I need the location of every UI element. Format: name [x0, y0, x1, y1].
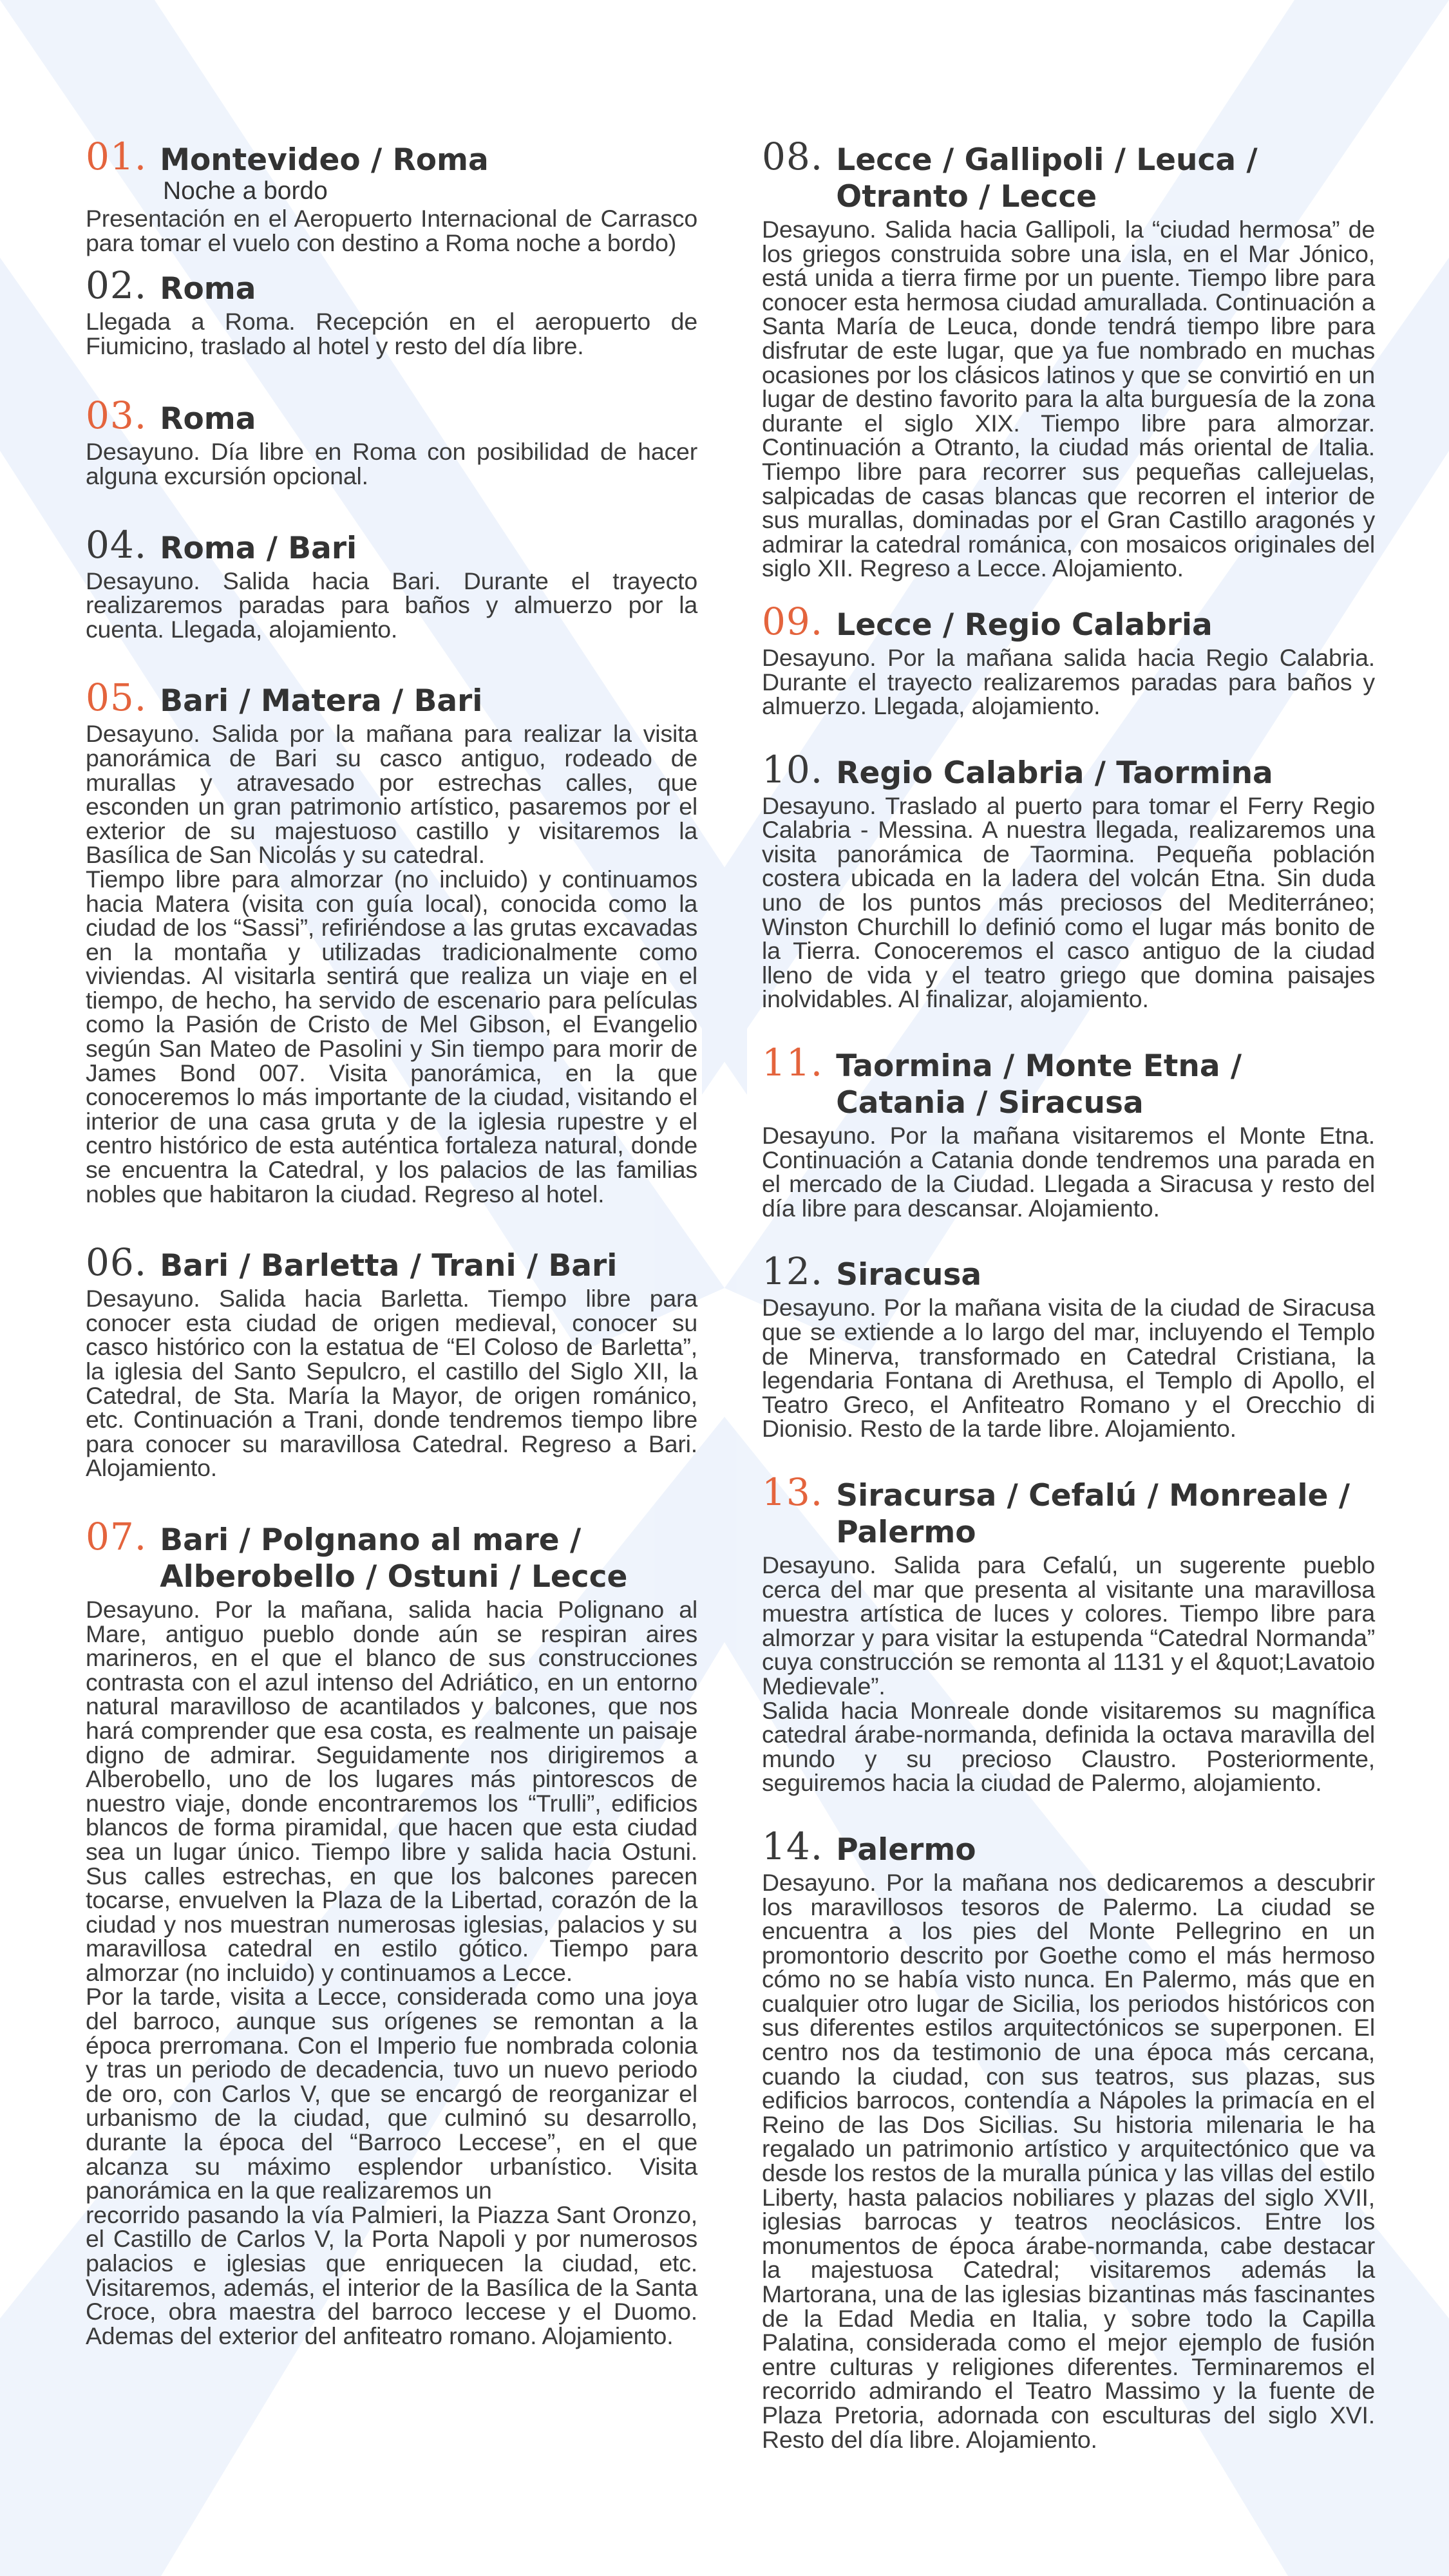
day-11 [762, 1041, 1375, 1220]
day-description [86, 207, 697, 255]
day-paragraph: Desayuno. Por la mañana salida hacia Regio Calabria. Durante el trayecto realizaremos paradas para baños y almuerzo. Llegada, alojamiento. [762, 643, 1375, 720]
day-10 [762, 748, 1375, 1012]
day-title: Palermo [836, 1832, 976, 1868]
day-paragraph: Desayuno. Traslado al puerto para tomar el Ferry Regio Calabria - Messina. A nuestra llegada, realizaremos una visita panorámica de Taormina. Pequeña población costera ubicada en la ladera del volcán Etna. Sin duda uno de los puntos más preciosos del Mediterráneo; Winston Churchill lo definió como el lugar más bonito de la Tierra. Conoceremos el casco antiguo de la ciudad lleno de vida y el teatro griego que domina paisajes inolvidables. Al finalizar, alojamiento. [762, 791, 1375, 1013]
day-header [86, 264, 697, 307]
day-paragraph: recorrido pasando la vía Palmieri, la Piazza Sant Oronzo, el Castillo de Carlos V, la Porta Napoli y por numerosos palacios e iglesias que enriquecen la ciudad, etc. Visitaremos, además, el interior de la Basílica de la Santa Croce, obra maestra del barroco leccese y el Duomo. Ademas del exterior del anfiteatro romano. Alojamiento. [86, 2201, 697, 2349]
day-number: 10. [762, 747, 824, 791]
day-14 [762, 1825, 1375, 2452]
day-header [762, 1041, 1375, 1121]
day-header [86, 676, 697, 719]
day-description [762, 1296, 1375, 1441]
day-title: Bari / Barletta / Trani / Bari [160, 1248, 618, 1284]
day-title: Roma [160, 271, 256, 307]
day-13 [762, 1471, 1375, 1795]
day-header [762, 1471, 1375, 1551]
day-description [762, 218, 1375, 581]
day-number: 01. [86, 135, 147, 178]
day-number: 13. [762, 1470, 824, 1514]
day-title: Lecce / Gallipoli / Leuca / Otranto / Lecce [836, 142, 1258, 214]
day-number: 02. [86, 263, 147, 308]
day-paragraph: Desayuno. Por la mañana nos dedicaremos a descubrir los maravillosos tesoros de Palermo. La ciudad se encuentra a los pies del Monte Pellegrino en un promontorio descrito por Goethe como el más hermoso cómo no se había visto nunca. En Palermo, más que en cualquier otro lugar de Sicilia, los periodos históricos con sus diferentes estilos arquitectónicos se superponen. El centro nos da testimonio de una época más cercana, cuando la ciudad, con sus teatros, sus plazas, sus edificios barrocos, contendía a Nápoles la primacía en el Reino de las Dos Sicilias. Su historia milenaria le ha regalado un patrimonio artístico y arquitectónico que va desde los restos de la muralla púnica y las villas del estilo Liberty, hasta palacios nobiliares y plazas del siglo XVII, iglesias barrocas y teatros neoclásicos. Entre los monumentos de época árabe-normanda, cabe destacar la majestuosa Catedral; visitaremos además la Martorana, una de las iglesias bizantinas más fascinantes de la Edad Media en Italia, y sobre todo la Capilla Palatina, considerada como el mejor ejemplo de fusión entre culturas y religiones diferentes. Terminaremos el recorrido admirando el Teatro Massimo y la fuente de Plaza Pretoria, adornada con esculturas del siglo XVI. Resto del día libre. Alojamiento. [762, 1868, 1375, 2453]
day-number: 14. [762, 1824, 824, 1868]
day-title: Siracursa / Cefalú / Monreale / Palermo [836, 1477, 1350, 1550]
day-description [762, 1553, 1375, 1795]
day-header [86, 394, 697, 437]
day-number: 04. [86, 522, 147, 567]
day-number: 05. [86, 676, 147, 720]
day-paragraph: Llegada a Roma. Recepción en el aeropuerto de Fiumicino, traslado al hotel y resto del día libre. [86, 308, 697, 359]
day-header [762, 135, 1375, 215]
day-header [86, 524, 697, 567]
day-04 [86, 524, 697, 642]
day-description [86, 1595, 697, 2349]
day-paragraph: Desayuno. Salida para Cefalú, un sugerente pueblo cerca del mar que presenta al visitante una maravillosa muestra artística de luces y colores. Tiempo libre para almorzar y para visitar la estupenda “Catedral Normanda” cuya construcción se remonta al 1131 y el &quot;Lavatoio Medievale”. [762, 1551, 1375, 1700]
day-header [762, 1250, 1375, 1293]
day-03 [86, 394, 697, 488]
day-06 [86, 1241, 697, 1481]
day-header [762, 1825, 1375, 1868]
day-title: Bari / Polgnano al mare / Alberobello / Ostuni / Lecce [160, 1522, 628, 1595]
day-paragraph: Desayuno. Salida hacia Barletta. Tiempo libre para conocer esta ciudad de origen medieval, conocer su casco histórico con la estatua de “El Coloso de Barletta”, la iglesia del Santo Sepulcro, el castillo del Siglo XII, la Catedral, de Sta. María la Mayor, de origen románico, etc. Continuación a Trani, donde tendremos tiempo libre para conocer su maravillosa Catedral. Regreso a Bari. Alojamiento. [86, 1285, 697, 1482]
day-paragraph: Salida hacia Monreale donde visitaremos su magnífica catedral árabe-normanda, definida la octava maravilla del mundo y su precioso Claustro. Posteriormente, seguiremos hacia la ciudad de Palermo, alojamiento. [762, 1696, 1375, 1797]
day-paragraph: Desayuno. Salida hacia Gallipoli, la “ciudad hermosa” de los griegos construida sobre una isla, en el Mar Jónico, está unida a tierra firme por un puente. Tiempo libre para conocer esta hermosa ciudad amurallada. Continuación a Santa María de Leuca, donde tendrá tiempo libre para disfrutar de este lugar, que ya fue nombrado en muchas ocasiones por los clásicos latinos y que se convirtió en un lugar de destino favorito para la alta burguesía de la zona durante el siglo XIX. Tiempo libre para almorzar. Continuación a Otranto, la ciudad más oriental de Italia. Tiempo libre para recorrer sus pequeñas callejuelas, salpicadas de casas blancas que recorren el interior de sus murallas, dominadas por el Gran Castillo aragonés y admirar la catedral románica, con mosaicos originales del siglo XII. Regreso a Lecce. Alojamiento. [762, 216, 1375, 582]
day-number: 03. [86, 393, 147, 438]
day-number: 08. [762, 135, 824, 178]
day-description [86, 722, 697, 1206]
day-title: Bari / Matera / Bari [160, 683, 483, 719]
day-paragraph: Desayuno. Día libre en Roma con posibilidad de hacer alguna excursión opcional. [86, 438, 697, 489]
day-description [86, 310, 697, 358]
day-07 [86, 1515, 697, 2348]
day-description [86, 569, 697, 642]
day-header [86, 1515, 697, 1595]
day-paragraph: Desayuno. Por la mañana visitaremos el Monte Etna. Continuación a Catania donde tendremos una parada en el mercado de la Ciudad. Llegada a Siracusa y resto del día libre para descansar. Alojamiento. [762, 1122, 1375, 1222]
day-number: 07. [86, 1514, 147, 1558]
day-number: 11. [762, 1041, 824, 1085]
day-title: Lecce / Regio Calabria [836, 607, 1213, 643]
day-09 [762, 600, 1375, 719]
day-header [86, 135, 697, 178]
day-description [762, 1124, 1375, 1220]
day-02 [86, 264, 697, 358]
day-paragraph: Tiempo libre para almorzar (no incluido) y continuamos hacia Matera (visita con guía local), conocida como la ciudad de los “Sassi”, refiriéndose a las grutas excavadas en la montaña y utilizadas tradicionalmente como viviendas. Al visitarla sentirá que realiza un viaje en el tiempo, de hecho, ha servido de escenario para películas como la Pasión de Cristo de Mel Gibson, el Evangelio según San Mateo de Pasolini y Sin tiempo para morir de James Bond 007. Visita panorámica, en la que conoceremos lo más importante de la ciudad, visitando el interior de una casa gruta y de la iglesia rupestre y el centro histórico de esta auténtica fortaleza natural, donde se encuentra la Catedral, y los palacios de las familias nobles que habitaron la ciudad. Regreso al hotel. [86, 865, 697, 1208]
day-description [762, 791, 1375, 1013]
day-description [762, 643, 1375, 720]
day-number: 06. [86, 1240, 147, 1285]
day-number: 12. [762, 1249, 824, 1294]
day-paragraph: Desayuno. Por la mañana visita de la ciudad de Siracusa que se extiende a lo largo del mar, incluyendo el Templo de Minerva, transformado en Catedral Cristiana, la legendaria Fontana di Arethusa, el Templo di Apollo, el Teatro Greco, el Anfiteatro Romano y el Orecchio di Dionisio. Resto de la tarde libre. Alojamiento. [762, 1294, 1375, 1443]
day-number: 09. [762, 599, 824, 643]
day-05 [86, 676, 697, 1206]
day-description [86, 440, 697, 488]
day-01 [86, 135, 697, 255]
day-subtitle: Noche a bordo [163, 177, 328, 205]
day-title: Montevideo / Roma [160, 142, 489, 178]
day-08 [762, 135, 1375, 581]
left-column [86, 135, 697, 2348]
day-header [86, 1241, 697, 1284]
day-title: Roma / Bari [160, 530, 357, 566]
day-title: Taormina / Monte Etna / Catania / Siracusa [836, 1048, 1242, 1121]
day-paragraph: Presentación en el Aeropuerto Internacional de Carrasco para tomar el vuelo con destino a Roma noche a bordo) [86, 205, 697, 256]
day-12 [762, 1250, 1375, 1441]
day-title: Siracusa [836, 1257, 982, 1293]
day-header [762, 748, 1375, 791]
day-paragraph: Desayuno. Por la mañana, salida hacia Polignano al Mare, antiguo pueblo donde aún se respiran aires marineros, en el que el blanco de sus construcciones contrasta con el azul intenso del Adriático, en un entorno natural maravilloso de acantilados y balcones, que nos hará comprender que esa costa, es realmente un paisaje digno de admirar. Seguidamente nos dirigiremos a Alberobello, uno de los lugares más pintorescos de nuestro viaje, donde encontraremos los “Trulli”, edificios blancos de forma piramidal, que hacen que esta ciudad sea un lugar único. Tiempo libre y salida hacia Ostuni. Sus calles estrechas, en que los balcones parecen tocarse, envuelven la Plaza de la Libertad, corazón de la ciudad y nos muestran numerosas iglesias, palacios y su maravillosa catedral en estilo gótico. Tiempo para almorzar (no incluido) y continuamos a Lecce. [86, 1595, 697, 1986]
day-description [86, 1287, 697, 1481]
day-description [762, 1868, 1375, 2453]
day-paragraph: Por la tarde, visita a Lecce, considerada como una joya del barroco, aunque sus orígenes se remontan a la época prerromana. Con el Imperio fue nombrada colonia y tras un periodo de decadencia, tuvo un nuevo periodo de oro, con Carlos V, que se encargó de reorganizar el urbanismo de la ciudad, que culminó su desarrollo, durante la época del “Barroco Leccese”, en el que alcanza su máximo esplendor urbanístico. Visita panorámica en la que realizaremos un [86, 1983, 697, 2204]
right-column [762, 135, 1375, 2452]
day-paragraph: Desayuno. Salida hacia Bari. Durante el trayecto realizaremos paradas para baños y almuerzo por la cuenta. Llegada, alojamiento. [86, 567, 697, 643]
day-header [762, 600, 1375, 643]
day-paragraph: Desayuno. Salida por la mañana para realizar la visita panorámica de Bari su casco antiguo, rodeado de murallas y atravesado por estrechas calles, que esconden un gran patrimonio artístico, pasaremos por el exterior de su majestuoso castillo y visitaremos la Basílica de San Nicolás y su catedral. [86, 720, 697, 869]
day-title: Roma [160, 401, 256, 437]
day-title: Regio Calabria / Taormina [836, 755, 1273, 791]
